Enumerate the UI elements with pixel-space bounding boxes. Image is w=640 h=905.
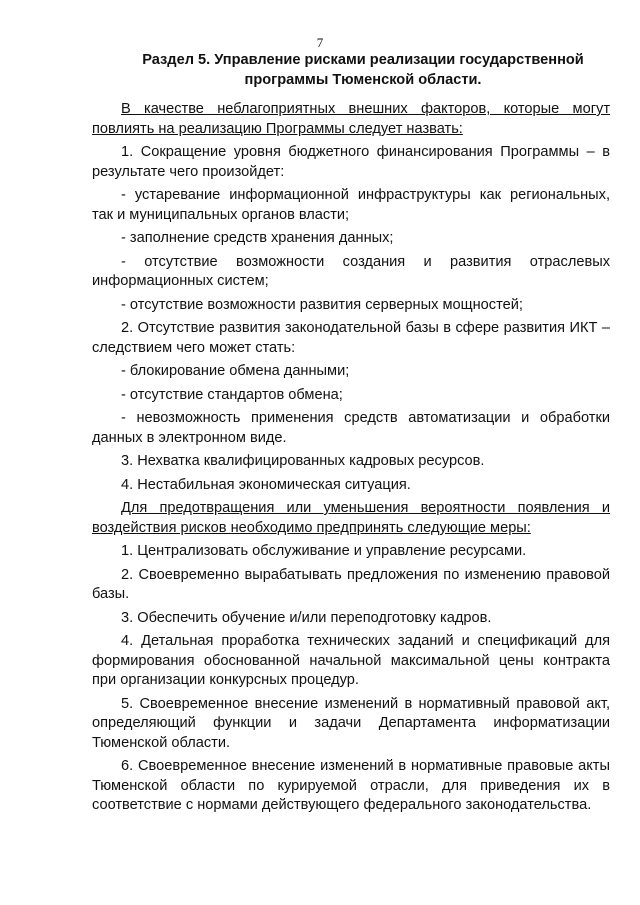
paragraph-measure-2: 2. Своевременно вырабатывать предложения по изменению правовой базы.: [92, 566, 610, 602]
paragraph-risk-3: 3. Нехватка квалифицированных кадровых ресурсов.: [121, 453, 485, 469]
page-number: 7: [316, 35, 324, 50]
paragraph-risk-2-item-a: - блокирование обмена данными;: [121, 363, 350, 379]
paragraph-risk-1-item-d: - отсутствие возможности развития серверных мощностей;: [121, 296, 523, 313]
paragraph-intro-factors: В качестве неблагоприятных внешних факторов, которые могут повлиять на реализацию Программы следует назвать:: [92, 101, 610, 137]
paragraph-measure-3: 3. Обеспечить обучение и/или переподготовку кадров.: [121, 609, 492, 626]
paragraph-measure-1: 1. Централизовать обслуживание и управление ресурсами.: [121, 543, 527, 559]
paragraph-risk-1-item-c: - отсутствие возможности создания и развития отраслевых информационных систем;: [92, 253, 610, 289]
document-body: [92, 100, 610, 820]
paragraph-measure-6: 6. Своевременное внесение изменений в нормативные правовые акты Тюменской области по курируемой отрасли, для приведения их в соответствие с нормами действующего федерального законодательства.: [92, 758, 610, 813]
paragraph-intro-measures: Для предотвращения или уменьшения вероятности появления и воздействия рисков необходимо предпринять следующие меры:: [92, 500, 610, 536]
paragraph-risk-2: 2. Отсутствие развития законодательной базы в сфере развития ИКТ – следствием чего может стать:: [92, 320, 610, 356]
paragraph-risk-2-item-c: - невозможность применения средств автоматизации и обработки данных в электронном виде.: [92, 410, 610, 446]
section-heading: Раздел 5. Управление рисками реализации государственной программы Тюменской области.: [142, 52, 584, 88]
paragraph-measure-5: 5. Своевременное внесение изменений в нормативный правовой акт, определяющий функции и задачи Департамента информатизации Тюменской области.: [92, 695, 610, 751]
paragraph-risk-1-item-b: - заполнение средств хранения данных;: [121, 230, 394, 246]
paragraph-risk-1: 1. Сокращение уровня бюджетного финансирования Программы – в результате чего произойдет:: [92, 144, 610, 180]
paragraph-risk-1-item-a: - устаревание информационной инфраструктуры как региональных, так и муниципальных органов власти;: [92, 187, 610, 223]
paragraph-risk-4: 4. Нестабильная экономическая ситуация.: [121, 476, 411, 493]
paragraph-risk-2-item-b: - отсутствие стандартов обмена;: [121, 386, 343, 403]
paragraph-measure-4: 4. Детальная проработка технических заданий и спецификаций для формирования обоснованной начальной максимальной цены контракта при организации конкурсных процедур.: [92, 633, 610, 688]
